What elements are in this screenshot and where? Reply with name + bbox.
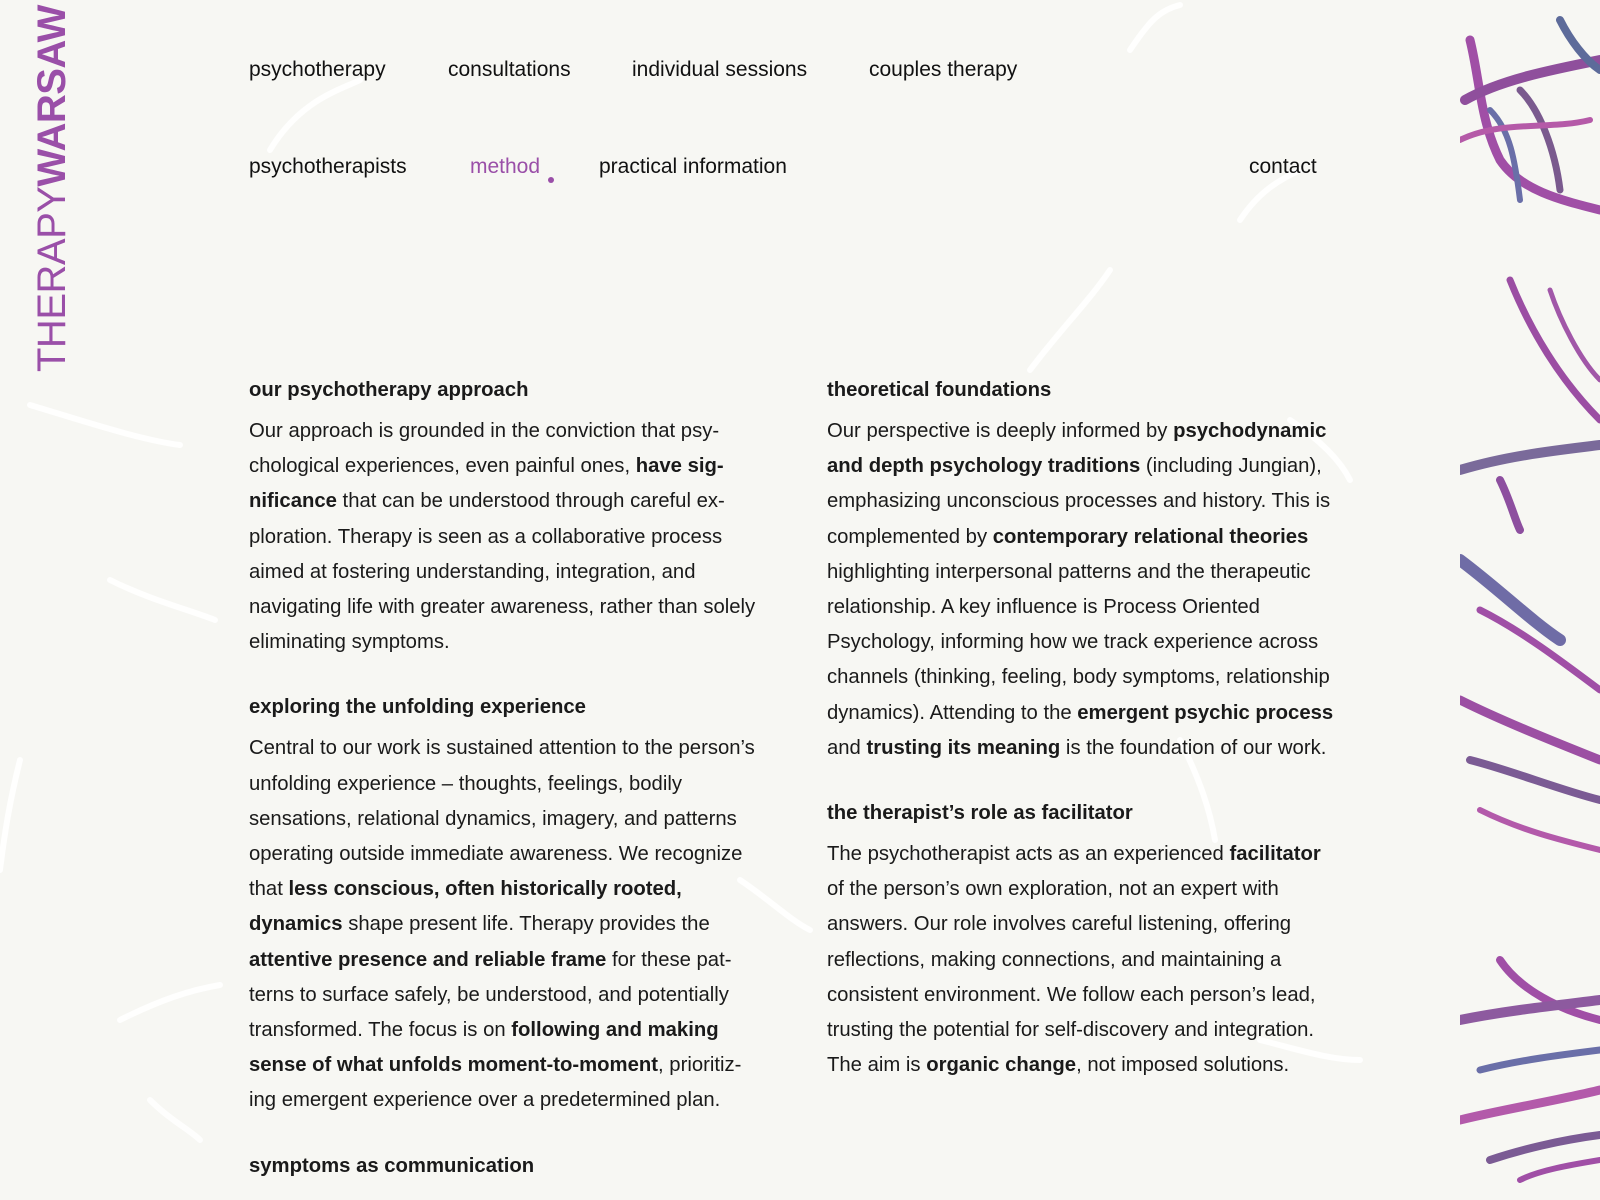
section-heading: symptoms as communication (249, 1154, 535, 1177)
brand-logo[interactable] (30, 5, 75, 372)
section-heading: our psychotherapy approach (249, 379, 529, 401)
section-paragraph: Our approach is grounded in the conviction that psychological experiences, even painful ones, have significance that can be understood through careful exploration. Therapy is seen as a collaborative process aimed at fostering understanding, integration, and navigating life with greater awareness, rather than solely eliminating symptoms. (249, 420, 756, 654)
right-column (827, 372, 1337, 1112)
section-paragraph: Our perspective is deeply informed by psychodynamic and depth psychology traditions (including Jungian), emphasizing unconscious processes and history. This is complemented by contemporary relational theories highlighting interpersonal patterns and the therapeutic relationship. A key influence is Process Oriented Psychology, informing how we track experience across channels (thinking, feeling, body symptoms, relationship dynamics). Attending to the emergent psychic process and trusting its meaning is the foundation of our work. (827, 420, 1334, 759)
nav-practical-information[interactable]: practical information (599, 155, 787, 178)
nav-method[interactable]: method (470, 155, 541, 178)
active-nav-indicator (548, 177, 554, 183)
nav-individual-sessions[interactable]: individual sessions (632, 58, 808, 81)
section-heading: theoretical foundations (827, 379, 1052, 401)
section-heading: the therapist’s role as facilitator (827, 802, 1133, 825)
nav-contact[interactable]: contact (1249, 155, 1317, 178)
nav-consultations[interactable]: consultations (448, 58, 571, 81)
left-column (249, 372, 759, 1190)
brand-logo-warsaw: WARSAW (30, 5, 74, 187)
nav-couples-therapy[interactable]: couples therapy (869, 58, 1018, 81)
nav-psychotherapists[interactable]: psychotherapists (249, 155, 407, 178)
brand-logo-therapy: THERAPY (30, 186, 74, 372)
section-paragraph: Central to our work is sustained attention to the person’s unfolding experience – thoughts, feelings, bodily sensations, relational dynamics, imagery, and patterns operating outside immediate awareness. We recognize that less conscious, often historically rooted, dynamics shape present life. Therapy provides the attentive presence and reliable frame for these patterns to surface safely, be understood, and potentially transformed. The focus is on following and making sense of what unfolds moment-to-moment, prioritizing emergent experience over a predetermined plan. (249, 737, 755, 1112)
section-paragraph: The psychotherapist acts as an experienced facilitator of the person’s own exploration, not an expert with answers. Our role involves careful listening, offering reflections, making connections, and maintaining a consistent environment. We follow each person’s lead, trusting the potential for self-discovery and integration. The aim is organic change, not imposed solutions. (827, 843, 1321, 1077)
nav-psychotherapy[interactable]: psychotherapy (249, 58, 386, 81)
section-heading: exploring the unfolding experience (249, 696, 586, 719)
decorative-brush-art (1460, 0, 1600, 1200)
